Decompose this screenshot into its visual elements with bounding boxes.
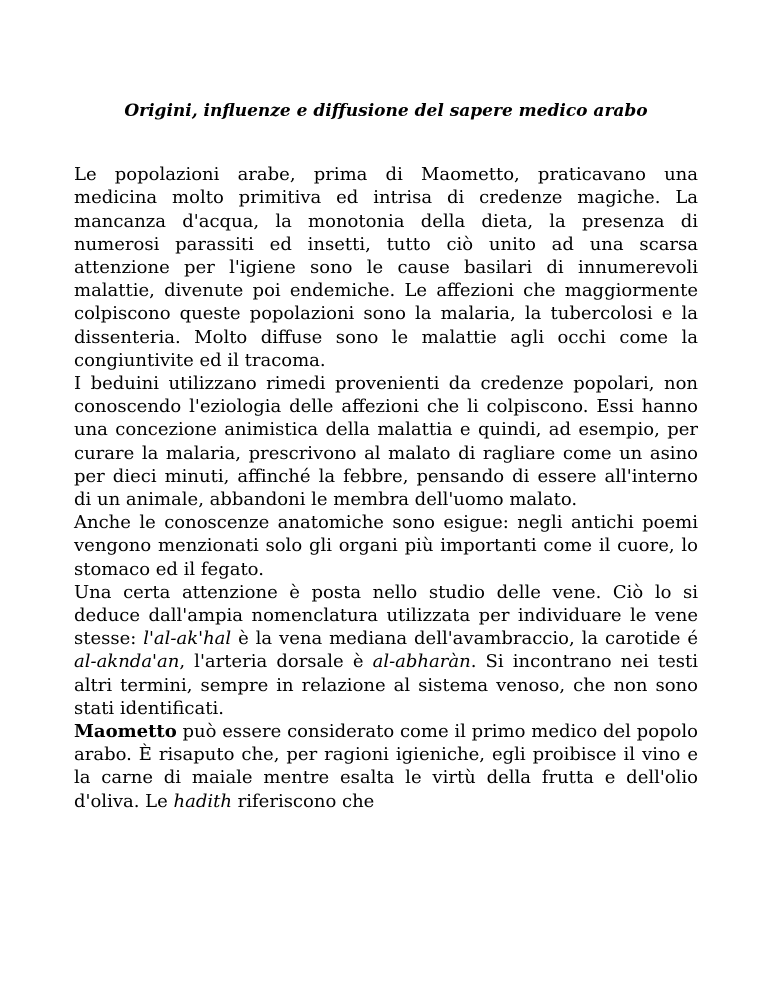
- paragraph-1: Le popolazioni arabe, prima di Maometto, praticavano una medicina molto primitiva ed intrisa di credenze magiche. La mancanza d'acqua, la monotonia della dieta, la presenza di numerosi parassiti ed insetti, tutto ciò unito ad una scarsa attenzione per l'igiene sono le cause basilari di innumerevoli malattie, divenute poi endemiche. Le affezioni che maggiormente colpiscono queste popolazioni sono la malaria, la tubercolosi e la dissenteria. Molto diffuse sono le malattie agli occhi come la congiuntivite ed il tracoma.: [74, 164, 698, 371]
- paragraph-2: I beduini utilizzano rimedi provenienti da credenze popolari, non conoscendo l'eziologia delle affezioni che li colpiscono. Essi hanno una concezione animistica della malattia e quindi, ad esempio, per curare la malaria, prescrivono al malato di ragliare come un asino per dieci minuti, affinché la febbre, pensando di essere all'interno di un animale, abbandoni le membra dell'uomo malato.: [74, 373, 698, 511]
- paragraph-4-text-3: , l'arteria dorsale è: [179, 651, 373, 673]
- document-title: Origini, influenze e diffusione del sapere medico arabo: [124, 101, 648, 121]
- term-al-akhal: l'al-ak'hal: [143, 628, 232, 650]
- paragraph-5-text-2: riferiscono che: [231, 790, 375, 812]
- name-maometto: Maometto: [74, 721, 177, 743]
- paragraph-4: [74, 581, 698, 720]
- paragraph-3: Anche le conoscenze anatomiche sono esigue: negli antichi poemi vengono menzionati solo gli organi più importanti come il cuore, lo stomaco ed il fegato.: [74, 512, 698, 580]
- term-al-abharan: al-abharàn: [372, 651, 471, 673]
- document-page: [74, 100, 698, 813]
- term-hadith: hadith: [173, 790, 232, 812]
- paragraph-4-text-2: è la vena mediana dell'avambraccio, la carotide é: [231, 628, 698, 650]
- paragraph-4-text-4: . Si incontrano nei testi altri termini, sempre in relazione al sistema venoso, che non sono stati identificati.: [74, 651, 699, 719]
- paragraph-5-text-1: può essere considerato come il primo medico del popolo arabo. È risaputo che, per ragioni igieniche, egli proibisce il vino e la carne di maiale mentre esalta le virtù della frutta e dell'olio d'oliva. Le: [74, 721, 698, 812]
- term-al-aknda-an: al-aknda'an: [74, 651, 180, 673]
- paragraph-5: [74, 720, 698, 813]
- paragraph-4-text-1: Una certa attenzione è posta nello studio delle vene. Ciò lo si deduce dall'ampia nomenclatura utilizzata per individuare le vene stesse:: [74, 581, 698, 650]
